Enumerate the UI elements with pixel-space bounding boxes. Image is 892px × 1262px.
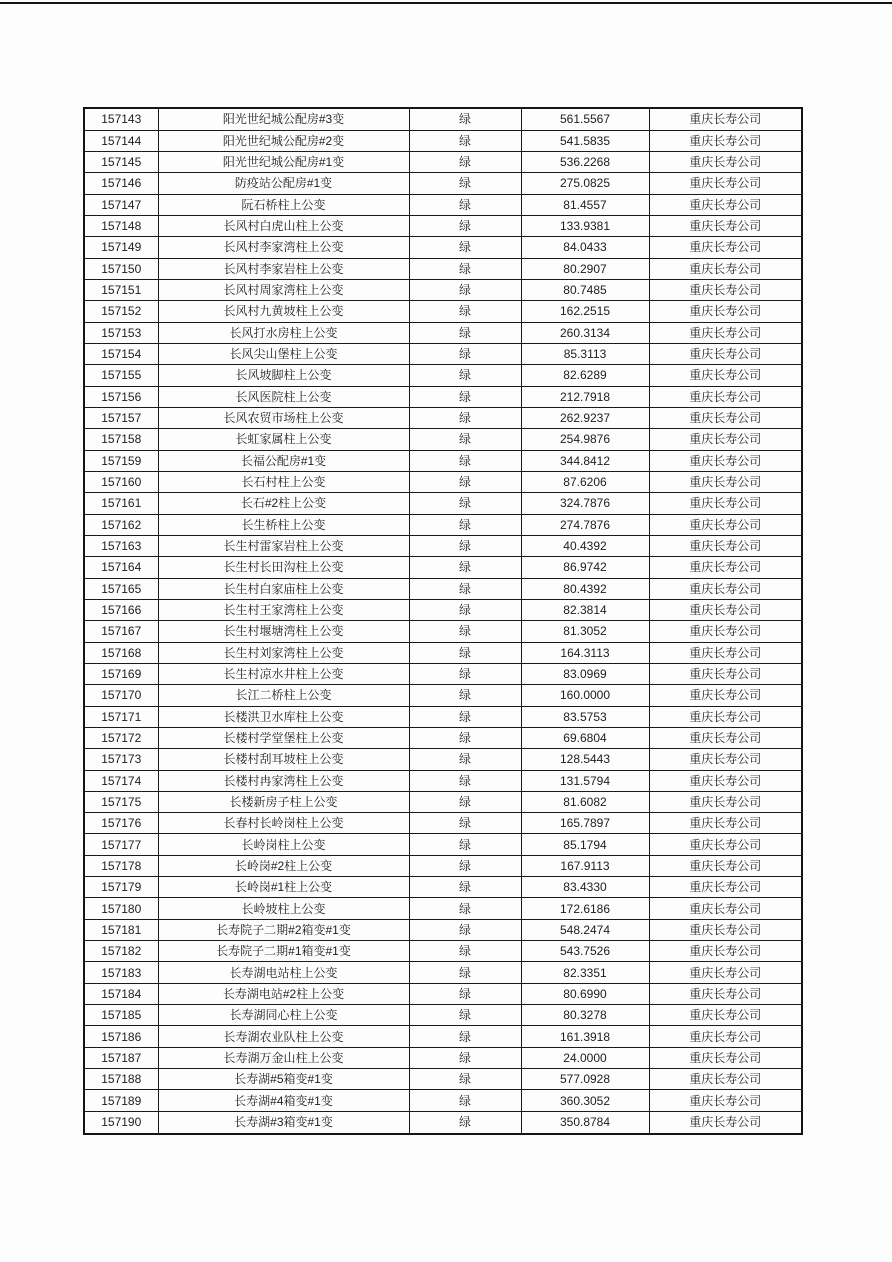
cell-value: 69.6804 [521,727,649,748]
cell-status: 绿 [409,877,521,898]
cell-value: 162.2515 [521,301,649,322]
cell-company: 重庆长寿公司 [649,855,802,876]
table-row [84,493,802,514]
cell-id: 157145 [84,151,158,172]
cell-name: 长寿湖万金山柱上公变 [158,1047,409,1068]
cell-value: 84.0433 [521,237,649,258]
cell-id: 157174 [84,770,158,791]
cell-status: 绿 [409,108,521,130]
cell-id: 157157 [84,407,158,428]
table-row [84,237,802,258]
cell-name: 阳光世纪城公配房#1变 [158,151,409,172]
cell-id: 157151 [84,279,158,300]
cell-id: 157162 [84,514,158,535]
cell-company: 重庆长寿公司 [649,130,802,151]
cell-status: 绿 [409,749,521,770]
cell-company: 重庆长寿公司 [649,663,802,684]
table-row [84,1026,802,1047]
cell-status: 绿 [409,599,521,620]
table-row [84,749,802,770]
cell-status: 绿 [409,407,521,428]
page-top-rule [0,2,892,4]
cell-value: 274.7876 [521,514,649,535]
cell-id: 157187 [84,1047,158,1068]
cell-value: 85.3113 [521,343,649,364]
cell-status: 绿 [409,173,521,194]
table-row [84,215,802,236]
cell-status: 绿 [409,471,521,492]
cell-name: 长风村李家岩柱上公变 [158,258,409,279]
cell-value: 80.4392 [521,578,649,599]
cell-id: 157146 [84,173,158,194]
cell-company: 重庆长寿公司 [649,642,802,663]
cell-id: 157175 [84,791,158,812]
cell-company: 重庆长寿公司 [649,322,802,343]
cell-id: 157183 [84,962,158,983]
cell-company: 重庆长寿公司 [649,173,802,194]
table-row [84,365,802,386]
cell-company: 重庆长寿公司 [649,429,802,450]
cell-name: 长生村凉水井柱上公变 [158,663,409,684]
cell-id: 157185 [84,1005,158,1026]
cell-status: 绿 [409,663,521,684]
cell-id: 157170 [84,685,158,706]
cell-name: 阳光世纪城公配房#3变 [158,108,409,130]
cell-name: 长岭岗柱上公变 [158,834,409,855]
cell-company: 重庆长寿公司 [649,685,802,706]
cell-company: 重庆长寿公司 [649,301,802,322]
cell-name: 长寿湖#3箱变#1变 [158,1111,409,1134]
cell-id: 157159 [84,450,158,471]
cell-company: 重庆长寿公司 [649,919,802,940]
cell-company: 重庆长寿公司 [649,813,802,834]
cell-name: 长生村刘家湾柱上公变 [158,642,409,663]
cell-id: 157165 [84,578,158,599]
cell-id: 157143 [84,108,158,130]
cell-value: 81.6082 [521,791,649,812]
cell-status: 绿 [409,450,521,471]
cell-value: 536.2268 [521,151,649,172]
cell-name: 长寿湖#4箱变#1变 [158,1090,409,1111]
cell-name: 长风村周家湾柱上公变 [158,279,409,300]
cell-name: 长寿院子二期#2箱变#1变 [158,919,409,940]
table-row [84,983,802,1004]
cell-company: 重庆长寿公司 [649,407,802,428]
cell-name: 长生桥柱上公变 [158,514,409,535]
cell-name: 长福公配房#1变 [158,450,409,471]
cell-company: 重庆长寿公司 [649,877,802,898]
cell-name: 长风打水房柱上公变 [158,322,409,343]
cell-status: 绿 [409,386,521,407]
cell-value: 87.6206 [521,471,649,492]
cell-id: 157180 [84,898,158,919]
cell-value: 24.0000 [521,1047,649,1068]
cell-name: 长寿湖同心柱上公变 [158,1005,409,1026]
cell-company: 重庆长寿公司 [649,1111,802,1134]
cell-company: 重庆长寿公司 [649,621,802,642]
cell-id: 157158 [84,429,158,450]
cell-id: 157188 [84,1069,158,1090]
cell-value: 85.1794 [521,834,649,855]
cell-id: 157186 [84,1026,158,1047]
cell-name: 长风尖山堡柱上公变 [158,343,409,364]
table-row [84,770,802,791]
cell-status: 绿 [409,962,521,983]
table-row [84,1090,802,1111]
cell-company: 重庆长寿公司 [649,706,802,727]
cell-status: 绿 [409,1047,521,1068]
cell-id: 157189 [84,1090,158,1111]
cell-id: 157181 [84,919,158,940]
cell-company: 重庆长寿公司 [649,279,802,300]
cell-id: 157168 [84,642,158,663]
cell-value: 164.3113 [521,642,649,663]
cell-name: 长江二桥柱上公变 [158,685,409,706]
table-row [84,727,802,748]
cell-value: 81.4557 [521,194,649,215]
cell-id: 157179 [84,877,158,898]
cell-value: 275.0825 [521,173,649,194]
cell-name: 长生村白家庙柱上公变 [158,578,409,599]
cell-name: 长生村雷家岩柱上公变 [158,535,409,556]
records-table [83,107,803,1135]
cell-name: 长岭岗#2柱上公变 [158,855,409,876]
table-body [84,108,802,1134]
table-row [84,898,802,919]
cell-value: 254.9876 [521,429,649,450]
cell-status: 绿 [409,514,521,535]
cell-status: 绿 [409,1069,521,1090]
cell-value: 80.6990 [521,983,649,1004]
cell-status: 绿 [409,237,521,258]
cell-company: 重庆长寿公司 [649,770,802,791]
cell-value: 344.8412 [521,450,649,471]
cell-id: 157149 [84,237,158,258]
cell-name: 长石#2柱上公变 [158,493,409,514]
cell-status: 绿 [409,151,521,172]
cell-name: 长楼新房子柱上公变 [158,791,409,812]
table-row [84,429,802,450]
cell-name: 长岭坡柱上公变 [158,898,409,919]
cell-status: 绿 [409,770,521,791]
cell-status: 绿 [409,557,521,578]
table-row [84,322,802,343]
cell-value: 40.4392 [521,535,649,556]
table-row [84,1069,802,1090]
cell-company: 重庆长寿公司 [649,749,802,770]
table-row [84,919,802,940]
table-row [84,386,802,407]
cell-name: 长寿湖农业队柱上公变 [158,1026,409,1047]
table-row [84,301,802,322]
cell-name: 阳光世纪城公配房#2变 [158,130,409,151]
cell-value: 172.6186 [521,898,649,919]
cell-company: 重庆长寿公司 [649,1047,802,1068]
cell-id: 157166 [84,599,158,620]
cell-id: 157173 [84,749,158,770]
cell-status: 绿 [409,855,521,876]
table-row [84,706,802,727]
cell-name: 长风医院柱上公变 [158,386,409,407]
cell-status: 绿 [409,194,521,215]
cell-id: 157155 [84,365,158,386]
cell-name: 防疫站公配房#1变 [158,173,409,194]
cell-name: 长岭岗#1柱上公变 [158,877,409,898]
table-row [84,578,802,599]
cell-status: 绿 [409,258,521,279]
cell-value: 548.2474 [521,919,649,940]
cell-id: 157156 [84,386,158,407]
table-row [84,194,802,215]
cell-status: 绿 [409,727,521,748]
table-row [84,663,802,684]
cell-id: 157177 [84,834,158,855]
cell-value: 165.7897 [521,813,649,834]
cell-value: 350.8784 [521,1111,649,1134]
cell-status: 绿 [409,706,521,727]
cell-value: 561.5567 [521,108,649,130]
cell-status: 绿 [409,1111,521,1134]
cell-value: 541.5835 [521,130,649,151]
cell-id: 157171 [84,706,158,727]
cell-value: 167.9113 [521,855,649,876]
table-row [84,834,802,855]
cell-company: 重庆长寿公司 [649,151,802,172]
cell-status: 绿 [409,301,521,322]
cell-name: 长楼洪卫水库柱上公变 [158,706,409,727]
cell-company: 重庆长寿公司 [649,898,802,919]
cell-company: 重庆长寿公司 [649,215,802,236]
cell-value: 82.6289 [521,365,649,386]
cell-value: 82.3814 [521,599,649,620]
cell-status: 绿 [409,685,521,706]
table-row [84,962,802,983]
table-row [84,1111,802,1134]
cell-name: 长生村堰塘湾柱上公变 [158,621,409,642]
cell-status: 绿 [409,429,521,450]
cell-id: 157178 [84,855,158,876]
cell-company: 重庆长寿公司 [649,1005,802,1026]
cell-company: 重庆长寿公司 [649,1069,802,1090]
table-row [84,108,802,130]
cell-name: 长石村柱上公变 [158,471,409,492]
cell-value: 86.9742 [521,557,649,578]
cell-id: 157184 [84,983,158,1004]
cell-value: 83.0969 [521,663,649,684]
table-row [84,173,802,194]
cell-status: 绿 [409,941,521,962]
cell-company: 重庆长寿公司 [649,983,802,1004]
cell-name: 阮石桥柱上公变 [158,194,409,215]
cell-status: 绿 [409,365,521,386]
cell-company: 重庆长寿公司 [649,343,802,364]
cell-company: 重庆长寿公司 [649,386,802,407]
cell-id: 157169 [84,663,158,684]
cell-value: 80.3278 [521,1005,649,1026]
cell-name: 长寿湖电站#2柱上公变 [158,983,409,1004]
table-row [84,471,802,492]
cell-company: 重庆长寿公司 [649,791,802,812]
cell-value: 324.7876 [521,493,649,514]
cell-value: 577.0928 [521,1069,649,1090]
table-row [84,599,802,620]
cell-id: 157154 [84,343,158,364]
cell-name: 长风村九黄坡柱上公变 [158,301,409,322]
cell-value: 83.4330 [521,877,649,898]
cell-status: 绿 [409,343,521,364]
cell-company: 重庆长寿公司 [649,258,802,279]
cell-name: 长风坡脚柱上公变 [158,365,409,386]
cell-company: 重庆长寿公司 [649,365,802,386]
cell-name: 长风村白虎山柱上公变 [158,215,409,236]
cell-name: 长寿湖电站柱上公变 [158,962,409,983]
cell-value: 80.7485 [521,279,649,300]
cell-company: 重庆长寿公司 [649,962,802,983]
cell-status: 绿 [409,813,521,834]
cell-name: 长寿湖#5箱变#1变 [158,1069,409,1090]
cell-company: 重庆长寿公司 [649,493,802,514]
cell-value: 80.2907 [521,258,649,279]
table-row [84,557,802,578]
cell-company: 重庆长寿公司 [649,1090,802,1111]
cell-name: 长楼村学堂堡柱上公变 [158,727,409,748]
cell-company: 重庆长寿公司 [649,941,802,962]
cell-status: 绿 [409,1090,521,1111]
cell-company: 重庆长寿公司 [649,194,802,215]
cell-value: 131.5794 [521,770,649,791]
table-row [84,151,802,172]
cell-value: 160.0000 [521,685,649,706]
cell-name: 长生村长田沟柱上公变 [158,557,409,578]
cell-status: 绿 [409,983,521,1004]
cell-id: 157153 [84,322,158,343]
cell-company: 重庆长寿公司 [649,1026,802,1047]
cell-status: 绿 [409,642,521,663]
table-row [84,855,802,876]
cell-name: 长春村长岭岗柱上公变 [158,813,409,834]
cell-id: 157152 [84,301,158,322]
table-row [84,685,802,706]
cell-company: 重庆长寿公司 [649,108,802,130]
cell-name: 长生村王家湾柱上公变 [158,599,409,620]
cell-status: 绿 [409,535,521,556]
cell-company: 重庆长寿公司 [649,450,802,471]
cell-value: 161.3918 [521,1026,649,1047]
table-row [84,130,802,151]
table-row [84,941,802,962]
table-row [84,343,802,364]
cell-status: 绿 [409,130,521,151]
table-row [84,813,802,834]
cell-id: 157190 [84,1111,158,1134]
cell-company: 重庆长寿公司 [649,834,802,855]
cell-status: 绿 [409,834,521,855]
cell-id: 157148 [84,215,158,236]
cell-id: 157161 [84,493,158,514]
cell-id: 157144 [84,130,158,151]
cell-value: 260.3134 [521,322,649,343]
cell-value: 81.3052 [521,621,649,642]
table-row [84,514,802,535]
cell-status: 绿 [409,1026,521,1047]
cell-id: 157172 [84,727,158,748]
cell-value: 128.5443 [521,749,649,770]
cell-status: 绿 [409,578,521,599]
cell-id: 157147 [84,194,158,215]
cell-company: 重庆长寿公司 [649,727,802,748]
cell-company: 重庆长寿公司 [649,535,802,556]
cell-status: 绿 [409,919,521,940]
cell-value: 83.5753 [521,706,649,727]
cell-value: 212.7918 [521,386,649,407]
cell-company: 重庆长寿公司 [649,237,802,258]
cell-name: 长楼村冉家湾柱上公变 [158,770,409,791]
table-row [84,621,802,642]
cell-id: 157167 [84,621,158,642]
cell-status: 绿 [409,621,521,642]
table-row [84,642,802,663]
table-row [84,407,802,428]
cell-name: 长风农贸市场柱上公变 [158,407,409,428]
table-row [84,450,802,471]
table-row [84,279,802,300]
cell-status: 绿 [409,1005,521,1026]
table-row [84,1047,802,1068]
cell-status: 绿 [409,791,521,812]
cell-value: 133.9381 [521,215,649,236]
cell-value: 82.3351 [521,962,649,983]
cell-company: 重庆长寿公司 [649,578,802,599]
cell-name: 长风村李家湾柱上公变 [158,237,409,258]
table-row [84,1005,802,1026]
cell-value: 543.7526 [521,941,649,962]
cell-company: 重庆长寿公司 [649,599,802,620]
table-row [84,791,802,812]
cell-status: 绿 [409,322,521,343]
table-row [84,877,802,898]
cell-name: 长虹家属柱上公变 [158,429,409,450]
cell-id: 157160 [84,471,158,492]
cell-id: 157182 [84,941,158,962]
cell-name: 长寿院子二期#1箱变#1变 [158,941,409,962]
table-row [84,258,802,279]
cell-company: 重庆长寿公司 [649,514,802,535]
cell-company: 重庆长寿公司 [649,471,802,492]
cell-status: 绿 [409,493,521,514]
cell-value: 360.3052 [521,1090,649,1111]
cell-name: 长楼村刮耳坡柱上公变 [158,749,409,770]
cell-id: 157163 [84,535,158,556]
cell-status: 绿 [409,215,521,236]
cell-id: 157164 [84,557,158,578]
cell-status: 绿 [409,898,521,919]
cell-company: 重庆长寿公司 [649,557,802,578]
cell-status: 绿 [409,279,521,300]
table-row [84,535,802,556]
cell-id: 157150 [84,258,158,279]
cell-id: 157176 [84,813,158,834]
cell-value: 262.9237 [521,407,649,428]
